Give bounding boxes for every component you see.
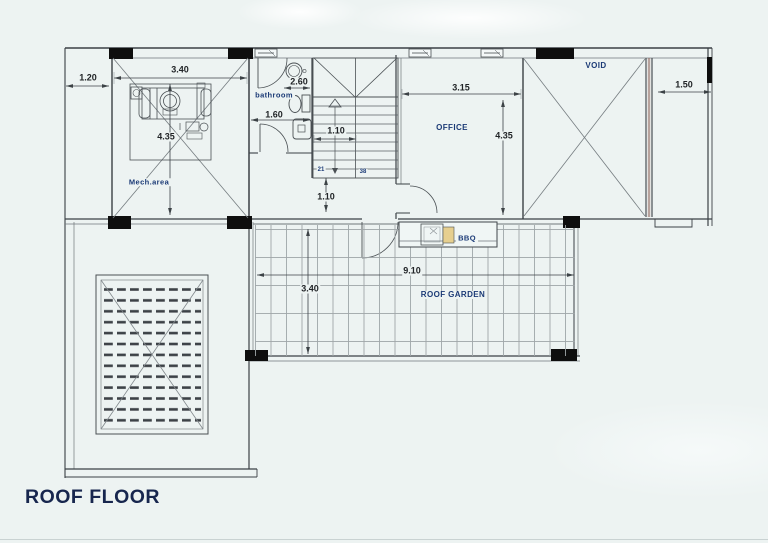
- void-cross: [524, 59, 645, 216]
- column: [108, 216, 131, 229]
- room-label-bbq: BBQ: [458, 233, 476, 243]
- dim-garden-depth: 3.40: [301, 283, 319, 294]
- bbq-counter: [399, 222, 497, 247]
- page-bottom-edge: [0, 539, 768, 540]
- door-swing: [258, 58, 287, 88]
- window: [409, 49, 431, 57]
- door-swing: [260, 124, 288, 152]
- bbq-hob: [443, 227, 454, 243]
- column: [227, 216, 252, 229]
- dim-mech-width: 3.40: [171, 64, 189, 75]
- toilet-tank: [302, 95, 310, 112]
- room-label-mech-area: Mech.area: [128, 177, 170, 187]
- dim-bathroom-width: 2.60: [290, 76, 308, 87]
- room-label-office: OFFICE: [436, 123, 468, 132]
- bathroom-fixtures: [258, 58, 311, 152]
- stair-step-number-right: 38: [359, 169, 367, 175]
- drawing-title: ROOF FLOOR: [25, 486, 160, 508]
- dim-eave-width: 1.20: [79, 72, 97, 83]
- column: [228, 48, 253, 59]
- shower-tray: [293, 119, 311, 139]
- staircase: [313, 58, 398, 178]
- dim-office-depth: 4.35: [495, 130, 513, 141]
- dim-garden-width: 9.10: [403, 265, 421, 276]
- office-door: [396, 184, 437, 213]
- dim-hall-depth: 1.10: [317, 191, 335, 202]
- dim-office-width: 3.15: [452, 82, 470, 93]
- room-label-roof-garden: ROOF GARDEN: [420, 290, 486, 299]
- dim-stair-width: 1.10: [327, 125, 345, 136]
- room-label-bathroom: bathroom: [255, 90, 293, 100]
- door-swing: [410, 186, 437, 213]
- column: [536, 48, 574, 59]
- column: [109, 48, 133, 59]
- window: [481, 49, 503, 57]
- pergola: [96, 275, 208, 434]
- mech-area-cross: [113, 58, 248, 218]
- dim-mech-depth: 4.35: [157, 131, 175, 142]
- windows: [255, 49, 503, 57]
- window: [255, 49, 277, 57]
- room-label-void: VOID: [585, 61, 607, 70]
- dim-corridor-width: 1.50: [675, 79, 693, 90]
- mechanical-equipment: [130, 83, 211, 160]
- column: [707, 57, 712, 83]
- stair-step-number-left: 21: [317, 167, 325, 173]
- dim-bathroom-depth: 1.60: [265, 109, 283, 120]
